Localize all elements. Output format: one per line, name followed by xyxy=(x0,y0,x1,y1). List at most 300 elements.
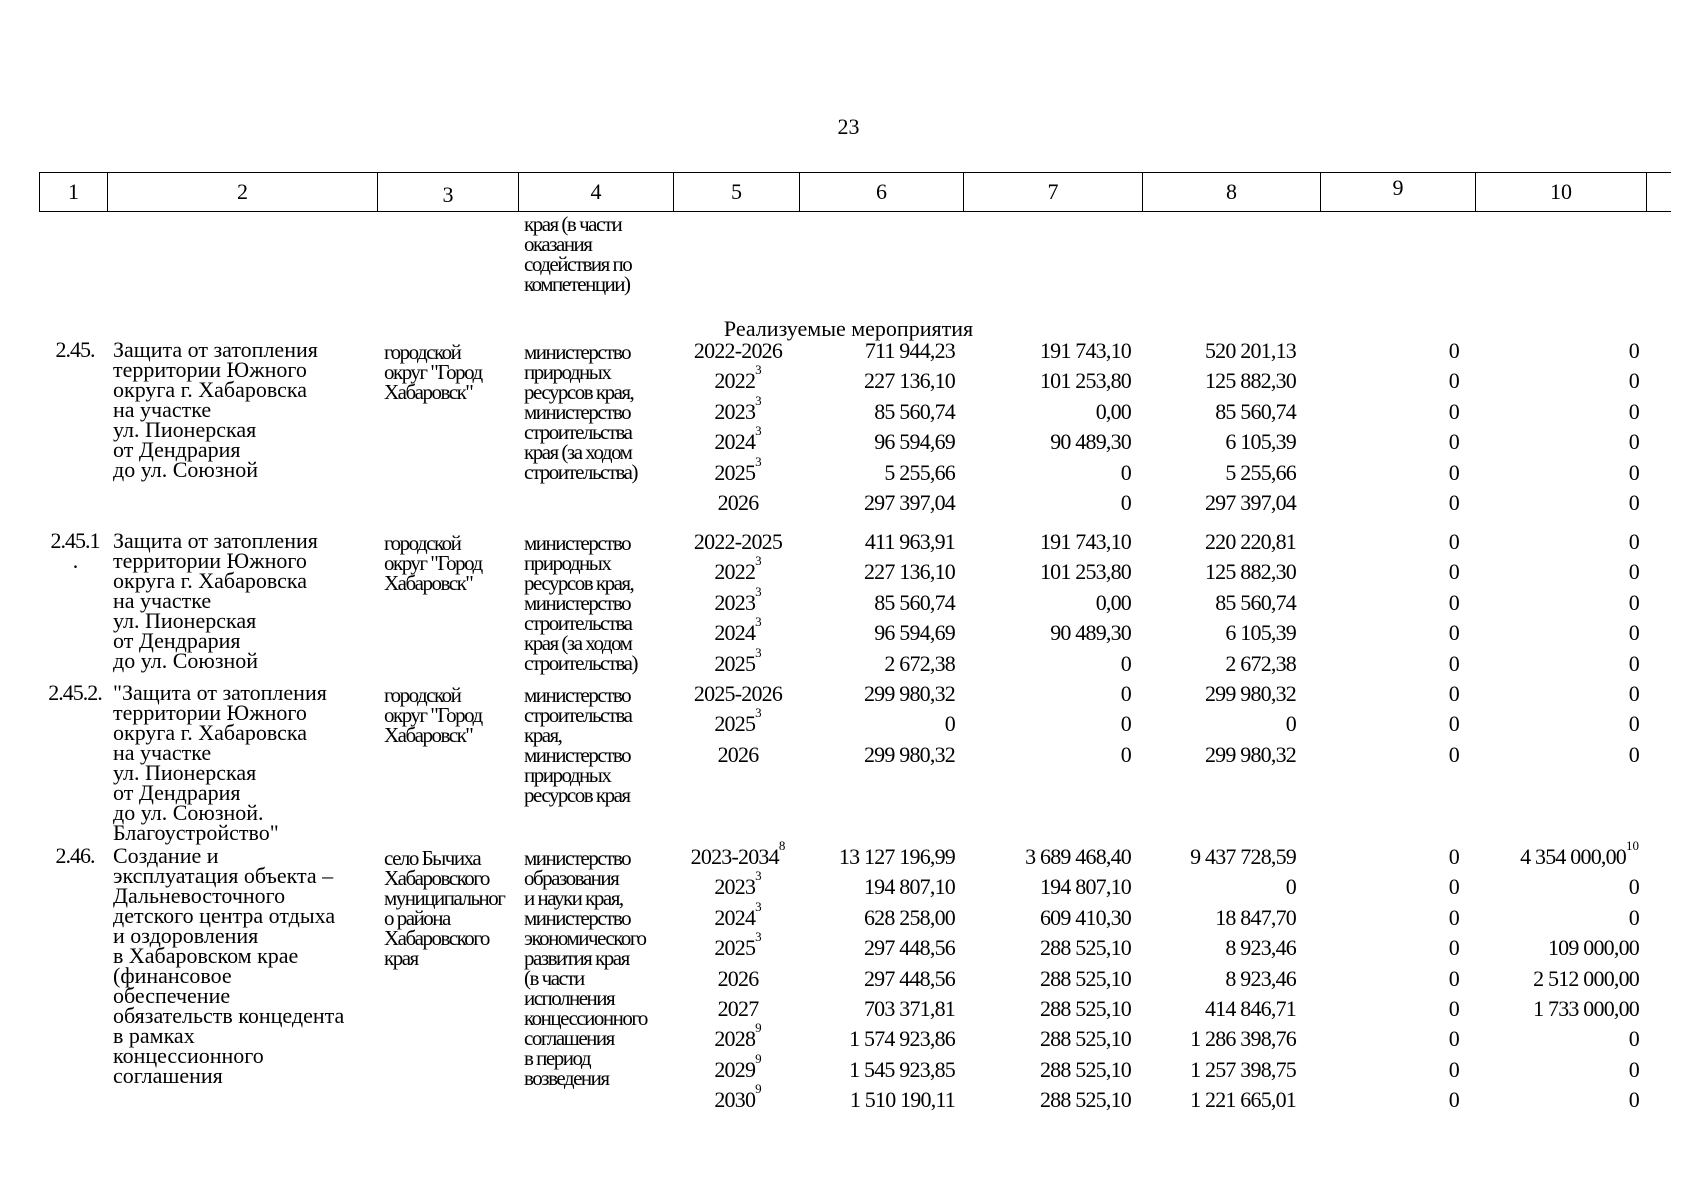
cell-col8-value: 8 923,46 xyxy=(1225,965,1296,991)
page-number: 23 xyxy=(837,114,860,139)
cell-col7 xyxy=(1040,368,1131,394)
cell-col8-value: 1 286 398,76 xyxy=(1190,1026,1296,1052)
footnote-marker: 3 xyxy=(755,898,762,914)
cell-col8 xyxy=(1190,1026,1296,1052)
cell-col8-value: 9 437 728,59 xyxy=(1190,844,1296,869)
measure-executor-value: министерство строительства края, министерство природных ресурсов края xyxy=(524,683,632,807)
cell-year-value: 2022 xyxy=(714,368,756,394)
cell-col8 xyxy=(1286,874,1296,900)
header-col-9: 9 xyxy=(1321,173,1476,211)
cell-year xyxy=(678,362,798,394)
cell-year xyxy=(678,453,798,486)
cell-col7 xyxy=(1040,529,1131,555)
cell-col7 xyxy=(1040,874,1131,900)
cell-col7 xyxy=(1121,651,1131,677)
measure-name-value: Защита от затопления территории Южного округа г. Хабаровска на участке ул. Пионерская от Дендрария до ул. Союзной xyxy=(113,337,318,482)
measure-location xyxy=(384,848,504,968)
cell-col7-value: 288 525,10 xyxy=(1039,935,1131,961)
cell-col10-value: 2 512 000,00 xyxy=(1533,965,1639,991)
cell-col10 xyxy=(1548,935,1639,961)
footnote-marker: 3 xyxy=(755,392,762,408)
header-col-2: 2 xyxy=(108,173,378,211)
cell-col7-value: 0 xyxy=(1120,459,1131,485)
cell-col8 xyxy=(1205,490,1296,516)
cell-col7 xyxy=(1040,966,1131,992)
cell-total-value: 96 594,69 xyxy=(874,620,955,646)
measure-executor xyxy=(524,685,632,805)
cell-col10 xyxy=(1520,838,1639,870)
cell-col8 xyxy=(1205,742,1296,768)
cell-col10-value: 0 xyxy=(1628,650,1639,676)
cell-col8 xyxy=(1205,996,1296,1022)
cell-col7 xyxy=(1050,620,1131,646)
row-number xyxy=(44,337,106,362)
cell-col10-value: 0 xyxy=(1628,459,1639,485)
cell-col7 xyxy=(1050,429,1131,455)
cell-col7 xyxy=(1121,681,1131,707)
cell-col10-value: 0 xyxy=(1628,398,1639,424)
cell-year xyxy=(678,929,798,961)
cell-col10-value: 0 xyxy=(1628,1026,1639,1052)
cell-col8 xyxy=(1215,905,1296,931)
cell-col9 xyxy=(1449,681,1459,707)
cell-col7-value: 191 743,10 xyxy=(1039,529,1131,554)
cell-total-value: 703 371,81 xyxy=(863,996,955,1021)
cell-col7-value: 0,00 xyxy=(1095,589,1131,615)
cell-col9 xyxy=(1449,651,1459,677)
cell-col9-value: 0 xyxy=(1448,620,1459,646)
cell-col10-value: 0 xyxy=(1628,338,1639,363)
measure-name xyxy=(113,843,345,1088)
footnote-marker: 9 xyxy=(755,1050,762,1066)
measure-name xyxy=(113,680,327,845)
cell-col7-value: 191 743,10 xyxy=(1039,338,1131,363)
header-col-3: 3 xyxy=(378,173,519,211)
cell-col8 xyxy=(1205,559,1296,585)
cell-year xyxy=(678,705,798,737)
cell-col8 xyxy=(1286,711,1296,737)
cell-col9-value: 0 xyxy=(1448,559,1459,585)
measure-executor-value: министерство природных ресурсов края, министерство строительства края (за ходом строительства) xyxy=(524,340,637,484)
cell-col9-value: 0 xyxy=(1448,844,1459,869)
cell-col9-value: 0 xyxy=(1448,459,1459,485)
cell-col9 xyxy=(1449,935,1459,961)
footnote-marker: 3 xyxy=(755,868,762,884)
measure-location-value: городской округ "Город Хабаровск" xyxy=(384,531,482,595)
cell-col9-value: 0 xyxy=(1448,1026,1459,1052)
cell-year-value: 2023 xyxy=(714,398,756,424)
cell-col8-value: 125 882,30 xyxy=(1204,368,1296,394)
cell-col8 xyxy=(1215,590,1296,616)
cell-col10 xyxy=(1629,905,1639,931)
cell-col7 xyxy=(1040,1026,1131,1052)
row-number xyxy=(44,843,106,868)
cell-col8 xyxy=(1205,681,1296,707)
continuation-executor-text: края (в части оказания содействия по компетенции) xyxy=(524,212,632,296)
measure-location-value: городской округ "Город Хабаровск" xyxy=(384,340,482,404)
cell-col10-value: 0 xyxy=(1628,559,1639,585)
cell-col9-value: 0 xyxy=(1448,368,1459,394)
cell-col9 xyxy=(1449,1057,1459,1083)
cell-year xyxy=(678,392,798,425)
cell-total xyxy=(865,338,955,364)
footnote-marker: 10 xyxy=(1626,838,1639,853)
cell-year xyxy=(678,423,798,455)
cell-col9 xyxy=(1449,711,1459,737)
header-col-5: 5 xyxy=(674,173,800,211)
cell-total xyxy=(884,651,955,677)
header-col-1: 1 xyxy=(40,173,108,211)
cell-col10-value: 0 xyxy=(1628,589,1639,615)
cell-col10-value: 4 354 000,00 xyxy=(1520,844,1626,869)
cell-year-value: 2023 xyxy=(714,589,756,615)
cell-col8 xyxy=(1205,529,1296,555)
cell-col7-value: 101 253,80 xyxy=(1039,559,1131,585)
cell-col10 xyxy=(1629,490,1639,516)
cell-col9-value: 0 xyxy=(1448,338,1459,363)
cell-col8 xyxy=(1225,935,1296,961)
cell-total xyxy=(864,742,955,768)
footnote-marker: 3 xyxy=(755,614,762,630)
cell-col9 xyxy=(1449,338,1459,364)
cell-col10 xyxy=(1629,651,1639,677)
cell-col7-value: 101 253,80 xyxy=(1039,368,1131,394)
cell-year-value: 2026 xyxy=(717,490,759,515)
cell-col8-value: 125 882,30 xyxy=(1204,559,1296,585)
cell-col10-value: 1 733 000,00 xyxy=(1533,996,1639,1021)
cell-col8-value: 414 846,71 xyxy=(1204,996,1296,1021)
cell-total xyxy=(874,429,955,455)
cell-col8-value: 2 672,38 xyxy=(1225,650,1296,676)
cell-year-value: 2022-2026 xyxy=(693,338,783,363)
cell-col10-value: 0 xyxy=(1628,711,1639,737)
cell-col7-value: 0 xyxy=(1120,681,1131,706)
cell-total-value: 628 258,00 xyxy=(863,904,955,930)
cell-year-value: 2023-2034 xyxy=(690,844,779,869)
cell-total xyxy=(874,399,955,425)
row-number xyxy=(44,680,106,705)
cell-col8-value: 85 560,74 xyxy=(1215,589,1296,615)
cell-col10 xyxy=(1629,1057,1639,1083)
cell-total-value: 0 xyxy=(944,711,955,737)
measure-location-value: городской округ "Город Хабаровск" xyxy=(384,683,482,747)
cell-year-value: 2022 xyxy=(714,559,756,585)
cell-col9 xyxy=(1449,590,1459,616)
cell-col10-value: 0 xyxy=(1628,1087,1639,1113)
cell-total-value: 1 545 923,85 xyxy=(849,1056,955,1082)
cell-col9 xyxy=(1449,966,1459,992)
cell-col8-value: 6 105,39 xyxy=(1225,620,1296,646)
cell-col9 xyxy=(1449,742,1459,768)
cell-col8 xyxy=(1190,844,1296,870)
cell-total-value: 1 574 923,86 xyxy=(849,1026,955,1052)
cell-total-value: 299 980,32 xyxy=(863,741,955,767)
cell-total-value: 2 672,38 xyxy=(884,650,955,676)
cell-col10 xyxy=(1629,1087,1639,1113)
cell-year-value: 2028 xyxy=(714,1026,756,1052)
cell-total-value: 297 448,56 xyxy=(863,935,955,961)
cell-total xyxy=(864,559,955,585)
cell-total xyxy=(884,460,955,486)
cell-total xyxy=(864,905,955,931)
cell-col7 xyxy=(1096,399,1131,425)
cell-col9 xyxy=(1449,844,1459,870)
cell-total xyxy=(874,590,955,616)
cell-col8 xyxy=(1225,651,1296,677)
cell-col9 xyxy=(1449,399,1459,425)
cell-col7 xyxy=(1040,996,1131,1022)
cell-total-value: 13 127 196,99 xyxy=(838,844,955,869)
cell-total-value: 227 136,10 xyxy=(863,559,955,585)
cell-col9-value: 0 xyxy=(1448,681,1459,706)
cell-year-value: 2027 xyxy=(717,996,759,1021)
cell-col7 xyxy=(1040,1087,1131,1113)
measure-executor xyxy=(524,342,637,482)
cell-col10-value: 0 xyxy=(1628,368,1639,394)
measure-name-value: "Защита от затопления территории Южного округа г. Хабаровска на участке ул. Пионерская от Дендрария до ул. Союзной. Благоустройство" xyxy=(113,680,327,845)
cell-col9 xyxy=(1449,620,1459,646)
cell-total xyxy=(864,966,955,992)
cell-col10 xyxy=(1629,742,1639,768)
cell-col9-value: 0 xyxy=(1448,490,1459,515)
cell-col8-value: 85 560,74 xyxy=(1215,398,1296,424)
cell-col9 xyxy=(1449,460,1459,486)
cell-col7 xyxy=(1040,559,1131,585)
cell-col10 xyxy=(1533,966,1639,992)
cell-total xyxy=(864,935,955,961)
cell-col10-value: 109 000,00 xyxy=(1547,935,1639,961)
cell-year-value: 2024 xyxy=(714,620,756,646)
measure-name-value: Создание и эксплуатация объекта – Дальневосточного детского центра отдыха и оздоровления в Хабаровском крае (финансовое обеспечение обязательств концедента в рамках концессионного соглашения xyxy=(113,843,345,1088)
cell-total xyxy=(839,844,955,870)
cell-col10-value: 0 xyxy=(1628,620,1639,646)
section-title: Реализуемые мероприятия xyxy=(723,316,974,341)
header-col-4: 4 xyxy=(519,173,674,211)
cell-col7-value: 288 525,10 xyxy=(1039,996,1131,1021)
cell-col10-value: 0 xyxy=(1628,874,1639,900)
cell-year-value: 2023 xyxy=(714,874,756,900)
cell-year xyxy=(678,338,798,364)
cell-year xyxy=(678,1020,798,1052)
cell-col7-value: 90 489,30 xyxy=(1050,620,1131,646)
cell-col8-value: 0 xyxy=(1285,711,1296,737)
cell-col8-value: 299 980,32 xyxy=(1204,681,1296,706)
cell-col10 xyxy=(1629,429,1639,455)
footnote-marker: 8 xyxy=(778,838,786,853)
cell-col7-value: 0,00 xyxy=(1095,398,1131,424)
cell-year-value: 2025 xyxy=(714,711,756,737)
cell-col10 xyxy=(1629,711,1639,737)
cell-total xyxy=(864,368,955,394)
cell-col9-value: 0 xyxy=(1448,935,1459,961)
cell-col8-value: 299 980,32 xyxy=(1204,741,1296,767)
measure-name xyxy=(113,337,318,482)
row-number-value: 2.45. xyxy=(55,337,95,362)
cell-col7-value: 288 525,10 xyxy=(1039,1056,1131,1082)
measure-name xyxy=(113,528,318,673)
cell-total xyxy=(864,996,955,1022)
cell-total xyxy=(874,620,955,646)
cell-col7 xyxy=(1121,742,1131,768)
cell-col8-value: 18 847,70 xyxy=(1215,904,1296,930)
cell-col8-value: 520 201,13 xyxy=(1204,338,1296,363)
cell-col9-value: 0 xyxy=(1448,711,1459,737)
cell-col7 xyxy=(1040,935,1131,961)
cell-year xyxy=(678,614,798,646)
cell-year xyxy=(678,490,798,516)
measure-executor xyxy=(524,533,637,673)
cell-col7-value: 288 525,10 xyxy=(1039,965,1131,991)
cell-col8-value: 6 105,39 xyxy=(1225,429,1296,455)
cell-total xyxy=(864,681,955,707)
cell-col7 xyxy=(1025,844,1131,870)
cell-total-value: 297 448,56 xyxy=(863,965,955,991)
cell-col10-value: 0 xyxy=(1628,529,1639,554)
cell-year-value: 2025 xyxy=(714,459,756,485)
cell-col7-value: 0 xyxy=(1120,711,1131,737)
cell-col9-value: 0 xyxy=(1448,398,1459,424)
cell-col7 xyxy=(1121,711,1131,737)
cell-col7 xyxy=(1096,590,1131,616)
measure-location xyxy=(384,685,482,745)
cell-year xyxy=(678,529,798,555)
footnote-marker: 3 xyxy=(755,644,762,660)
cell-year xyxy=(678,898,798,931)
cell-year-value: 2025 xyxy=(714,650,756,676)
cell-total-value: 1 510 190,11 xyxy=(849,1087,955,1113)
measure-executor-value: министерство образования и науки края, министерство экономического развития края (в части исполнения концессионного соглашения в период возведения xyxy=(524,846,647,1090)
footnote-marker: 3 xyxy=(755,583,762,599)
cell-col8 xyxy=(1215,399,1296,425)
cell-col7-value: 3 689 468,40 xyxy=(1025,844,1131,869)
footnote-marker: 3 xyxy=(755,423,762,439)
footnote-marker: 3 xyxy=(755,453,762,469)
cell-col10 xyxy=(1629,529,1639,555)
cell-total-value: 96 594,69 xyxy=(874,429,955,455)
cell-total-value: 5 255,66 xyxy=(884,459,955,485)
cell-col8 xyxy=(1190,1057,1296,1083)
header-col-7: 7 xyxy=(964,173,1143,211)
footnote-marker: 3 xyxy=(755,553,762,569)
cell-col7-value: 0 xyxy=(1120,490,1131,515)
cell-col9-value: 0 xyxy=(1448,741,1459,767)
cell-col8 xyxy=(1205,338,1296,364)
cell-total-value: 411 963,91 xyxy=(864,529,955,554)
cell-total xyxy=(864,874,955,900)
footnote-marker: 9 xyxy=(755,1020,762,1036)
cell-col9-value: 0 xyxy=(1448,589,1459,615)
cell-year-value: 2024 xyxy=(714,904,756,930)
measure-location xyxy=(384,342,482,402)
cell-col9 xyxy=(1449,996,1459,1022)
cell-col10-value: 0 xyxy=(1628,681,1639,706)
cell-total xyxy=(865,529,955,555)
cell-col10 xyxy=(1629,338,1639,364)
cell-year xyxy=(678,681,798,707)
cell-col9-value: 0 xyxy=(1448,1087,1459,1113)
cell-col7-value: 194 807,10 xyxy=(1039,874,1131,900)
cell-col10 xyxy=(1629,1026,1639,1052)
cell-year-value: 2024 xyxy=(714,429,756,455)
cell-year xyxy=(678,553,798,585)
cell-total-value: 299 980,32 xyxy=(863,681,955,706)
cell-col7 xyxy=(1040,905,1131,931)
cell-total-value: 194 807,10 xyxy=(863,874,955,900)
cell-col10 xyxy=(1629,590,1639,616)
cell-col8 xyxy=(1190,1087,1296,1113)
cell-col9-value: 0 xyxy=(1448,650,1459,676)
cell-col9-value: 0 xyxy=(1448,965,1459,991)
cell-col8 xyxy=(1225,966,1296,992)
measure-executor-value: министерство природных ресурсов края, министерство строительства края (за ходом строительства) xyxy=(524,531,637,675)
cell-col9-value: 0 xyxy=(1448,904,1459,930)
cell-col7 xyxy=(1121,490,1131,516)
cell-col8 xyxy=(1225,620,1296,646)
cell-col9 xyxy=(1449,490,1459,516)
cell-col8-value: 1 257 398,75 xyxy=(1190,1056,1296,1082)
cell-col10 xyxy=(1629,460,1639,486)
cell-col10 xyxy=(1533,996,1639,1022)
cell-col10 xyxy=(1629,620,1639,646)
cell-col9 xyxy=(1449,429,1459,455)
footnote-marker: 9 xyxy=(755,1081,762,1097)
cell-year xyxy=(678,996,798,1022)
cell-col8-value: 1 221 665,01 xyxy=(1190,1087,1296,1113)
cell-col10 xyxy=(1629,874,1639,900)
cell-year-value: 2029 xyxy=(714,1056,756,1082)
measure-location xyxy=(384,533,482,593)
cell-col7-value: 0 xyxy=(1120,741,1131,767)
cell-col10 xyxy=(1629,681,1639,707)
row-number-value: 2.45.1 . xyxy=(50,528,100,573)
cell-year-value: 2025 xyxy=(714,935,756,961)
footnote-marker: 3 xyxy=(755,362,762,378)
cell-total-value: 85 560,74 xyxy=(874,398,955,424)
cell-col9-value: 0 xyxy=(1448,874,1459,900)
cell-year-value: 2026 xyxy=(717,965,759,991)
cell-col10-value: 0 xyxy=(1628,741,1639,767)
cell-year-value: 2026 xyxy=(717,741,759,767)
cell-total xyxy=(864,490,955,516)
cell-col7 xyxy=(1040,1057,1131,1083)
cell-total xyxy=(850,1087,955,1113)
cell-col9 xyxy=(1449,1087,1459,1113)
cell-total xyxy=(849,1026,955,1052)
cell-col10 xyxy=(1629,368,1639,394)
cell-year xyxy=(678,644,798,677)
cell-col9-value: 0 xyxy=(1448,429,1459,455)
cell-year xyxy=(678,868,798,900)
header-col-6: 6 xyxy=(800,173,964,211)
row-number xyxy=(44,528,106,573)
cell-col9 xyxy=(1449,905,1459,931)
table-header-row xyxy=(39,172,1671,212)
cell-col8-value: 8 923,46 xyxy=(1225,935,1296,961)
cell-col10-value: 0 xyxy=(1628,429,1639,455)
cell-col9 xyxy=(1449,368,1459,394)
measure-executor xyxy=(524,848,647,1088)
cell-col8-value: 0 xyxy=(1285,874,1296,900)
cell-col10-value: 0 xyxy=(1628,490,1639,515)
cell-col8-value: 220 220,81 xyxy=(1204,529,1296,554)
cell-col7 xyxy=(1040,338,1131,364)
cell-total-value: 85 560,74 xyxy=(874,589,955,615)
cell-col8 xyxy=(1225,429,1296,455)
cell-year-value: 2030 xyxy=(714,1087,756,1113)
cell-year-value: 2022-2025 xyxy=(693,529,783,554)
cell-col9 xyxy=(1449,874,1459,900)
cell-col9 xyxy=(1449,529,1459,555)
